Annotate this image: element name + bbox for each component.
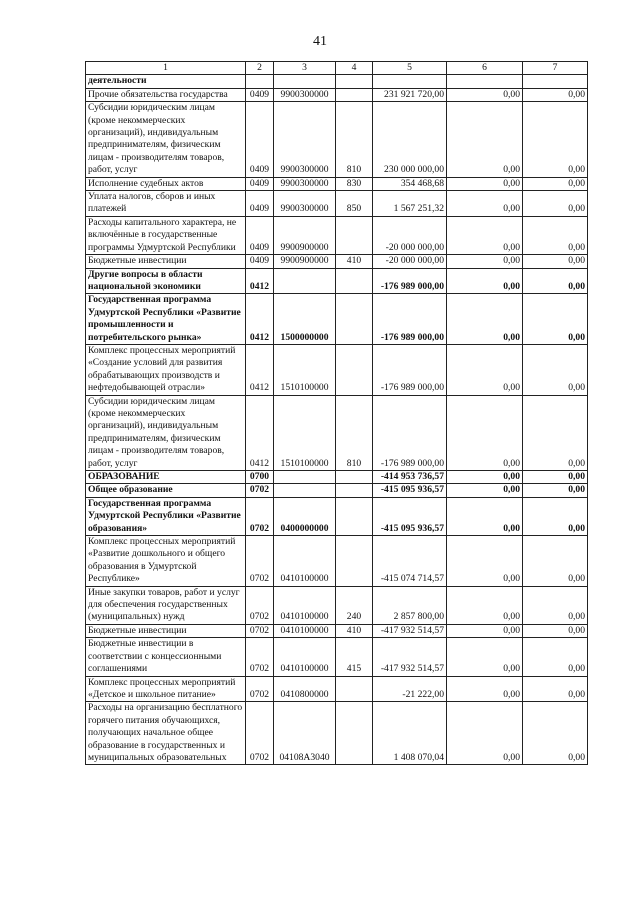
- row-name-cell: ОБРАЗОВАНИЕ: [86, 471, 246, 484]
- table-row: [86, 638, 588, 676]
- table-row: [86, 471, 588, 484]
- target-item-cell: 0410100000: [274, 624, 336, 637]
- target-item-cell: 9900900000: [274, 216, 336, 254]
- target-item-cell: [274, 75, 336, 88]
- section-code-cell: 0702: [246, 702, 274, 765]
- target-item-cell: 9900300000: [274, 177, 336, 190]
- section-code-cell: 0409: [246, 191, 274, 217]
- expense-type-cell: 850: [336, 191, 373, 217]
- row-name-cell: Субсидии юридическим лицам (кроме некоммерческих организаций), индивидуальным предпринимателям, физическим лицам - производителям товаров, работ, услуг: [86, 102, 246, 177]
- target-item-cell: 0400000000: [274, 497, 336, 535]
- table-row: [86, 497, 588, 535]
- section-code-cell: 0702: [246, 676, 274, 702]
- expense-type-cell: [336, 216, 373, 254]
- amount-col5-cell: -176 989 000,00: [373, 395, 447, 470]
- expense-type-cell: 410: [336, 255, 373, 268]
- header-col-3: 3: [274, 62, 336, 75]
- amount-col7-cell: 0,00: [523, 294, 588, 345]
- section-code-cell: 0409: [246, 102, 274, 177]
- target-item-cell: 9900300000: [274, 191, 336, 217]
- amount-col6-cell: 0,00: [447, 586, 523, 624]
- target-item-cell: [274, 484, 336, 497]
- row-name-cell: Государственная программа Удмуртской Республики «Развитие образования»: [86, 497, 246, 535]
- section-code-cell: 0702: [246, 484, 274, 497]
- section-code-cell: 0702: [246, 638, 274, 676]
- header-col-4: 4: [336, 62, 373, 75]
- amount-col6-cell: 0,00: [447, 497, 523, 535]
- target-item-cell: 0410100000: [274, 638, 336, 676]
- header-col-7: 7: [523, 62, 588, 75]
- budget-table: [85, 61, 588, 765]
- expense-type-cell: [336, 536, 373, 587]
- expense-type-cell: [336, 88, 373, 101]
- table-body: [86, 75, 588, 765]
- amount-col5-cell: -176 989 000,00: [373, 268, 447, 294]
- row-name-cell: Иные закупки товаров, работ и услуг для обеспечения государственных (муниципальных) нужд: [86, 586, 246, 624]
- amount-col5-cell: -417 932 514,57: [373, 624, 447, 637]
- amount-col6-cell: 0,00: [447, 216, 523, 254]
- table-row: [86, 344, 588, 395]
- section-code-cell: 0700: [246, 471, 274, 484]
- amount-col5-cell: [373, 75, 447, 88]
- amount-col5-cell: -20 000 000,00: [373, 216, 447, 254]
- row-name-cell: Бюджетные инвестиции в соответствии с концессионными соглашениями: [86, 638, 246, 676]
- amount-col5-cell: -415 095 936,57: [373, 484, 447, 497]
- amount-col5-cell: -21 222,00: [373, 676, 447, 702]
- expense-type-cell: 810: [336, 102, 373, 177]
- target-item-cell: 9900300000: [274, 102, 336, 177]
- amount-col6-cell: 0,00: [447, 638, 523, 676]
- amount-col7-cell: 0,00: [523, 102, 588, 177]
- section-code-cell: 0412: [246, 344, 274, 395]
- section-code-cell: 0702: [246, 624, 274, 637]
- row-name-cell: Расходы капитального характера, не включённые в государственные программы Удмуртской Республики: [86, 216, 246, 254]
- table-row: [86, 177, 588, 190]
- target-item-cell: 04108A3040: [274, 702, 336, 765]
- amount-col7-cell: 0,00: [523, 471, 588, 484]
- amount-col5-cell: -415 074 714,57: [373, 536, 447, 587]
- row-name-cell: деятельности: [86, 75, 246, 88]
- table-row: [86, 395, 588, 470]
- expense-type-cell: 410: [336, 624, 373, 637]
- section-code-cell: 0412: [246, 268, 274, 294]
- amount-col6-cell: 0,00: [447, 395, 523, 470]
- row-name-cell: Уплата налогов, сборов и иных платежей: [86, 191, 246, 217]
- row-name-cell: Исполнение судебных актов: [86, 177, 246, 190]
- amount-col7-cell: 0,00: [523, 268, 588, 294]
- expense-type-cell: [336, 75, 373, 88]
- section-code-cell: 0409: [246, 255, 274, 268]
- amount-col7-cell: 0,00: [523, 216, 588, 254]
- row-name-cell: Бюджетные инвестиции: [86, 624, 246, 637]
- target-item-cell: [274, 268, 336, 294]
- amount-col7-cell: 0,00: [523, 177, 588, 190]
- amount-col5-cell: 230 000 000,00: [373, 102, 447, 177]
- amount-col5-cell: -176 989 000,00: [373, 294, 447, 345]
- expense-type-cell: [336, 268, 373, 294]
- amount-col5-cell: -414 953 736,57: [373, 471, 447, 484]
- expense-type-cell: 240: [336, 586, 373, 624]
- table-row: [86, 294, 588, 345]
- header-col-5: 5: [373, 62, 447, 75]
- amount-col6-cell: 0,00: [447, 536, 523, 587]
- amount-col6-cell: 0,00: [447, 191, 523, 217]
- amount-col7-cell: 0,00: [523, 624, 588, 637]
- amount-col5-cell: 231 921 720,00: [373, 88, 447, 101]
- expense-type-cell: 830: [336, 177, 373, 190]
- table-row: [86, 102, 588, 177]
- page-number: 41: [313, 34, 327, 49]
- amount-col7-cell: 0,00: [523, 484, 588, 497]
- amount-col7-cell: 0,00: [523, 395, 588, 470]
- target-item-cell: 1510100000: [274, 395, 336, 470]
- amount-col6-cell: 0,00: [447, 88, 523, 101]
- expense-type-cell: [336, 471, 373, 484]
- section-code-cell: 0412: [246, 294, 274, 345]
- row-name-cell: Другие вопросы в области национальной экономики: [86, 268, 246, 294]
- row-name-cell: Субсидии юридическим лицам (кроме некоммерческих организаций), индивидуальным предпринимателям, физическим лицам - производителям товаров, работ, услуг: [86, 395, 246, 470]
- row-name-cell: Комплекс процессных мероприятий «Создание условий для развития обрабатывающих производств и нефтедобывающей отрасли»: [86, 344, 246, 395]
- row-name-cell: Общее образование: [86, 484, 246, 497]
- table-row: [86, 268, 588, 294]
- section-code-cell: 0412: [246, 395, 274, 470]
- amount-col5-cell: 354 468,68: [373, 177, 447, 190]
- target-item-cell: 0410800000: [274, 676, 336, 702]
- target-item-cell: 0410100000: [274, 536, 336, 587]
- expense-type-cell: [336, 344, 373, 395]
- amount-col6-cell: 0,00: [447, 471, 523, 484]
- table-row: [86, 624, 588, 637]
- table-row: [86, 702, 588, 765]
- amount-col7-cell: 0,00: [523, 88, 588, 101]
- target-item-cell: 1500000000: [274, 294, 336, 345]
- amount-col6-cell: 0,00: [447, 702, 523, 765]
- amount-col6-cell: [447, 75, 523, 88]
- table-row: [86, 536, 588, 587]
- target-item-cell: 0410100000: [274, 586, 336, 624]
- amount-col6-cell: 0,00: [447, 177, 523, 190]
- section-code-cell: 0702: [246, 586, 274, 624]
- amount-col7-cell: 0,00: [523, 702, 588, 765]
- amount-col5-cell: -415 095 936,57: [373, 497, 447, 535]
- amount-col5-cell: 1 567 251,32: [373, 191, 447, 217]
- table-row: [86, 255, 588, 268]
- amount-col7-cell: 0,00: [523, 586, 588, 624]
- target-item-cell: [274, 471, 336, 484]
- amount-col6-cell: 0,00: [447, 624, 523, 637]
- row-name-cell: Комплекс процессных мероприятий «Развитие дошкольного и общего образования в Удмуртской Республике»: [86, 536, 246, 587]
- amount-col6-cell: 0,00: [447, 294, 523, 345]
- expense-type-cell: [336, 676, 373, 702]
- section-code-cell: 0409: [246, 216, 274, 254]
- section-code-cell: 0702: [246, 497, 274, 535]
- amount-col6-cell: 0,00: [447, 268, 523, 294]
- amount-col5-cell: -20 000 000,00: [373, 255, 447, 268]
- section-code-cell: 0409: [246, 177, 274, 190]
- expense-type-cell: [336, 497, 373, 535]
- amount-col7-cell: 0,00: [523, 676, 588, 702]
- section-code-cell: 0409: [246, 88, 274, 101]
- amount-col7-cell: 0,00: [523, 497, 588, 535]
- amount-col7-cell: 0,00: [523, 536, 588, 587]
- expense-type-cell: 415: [336, 638, 373, 676]
- amount-col6-cell: 0,00: [447, 344, 523, 395]
- table-row: [86, 484, 588, 497]
- amount-col5-cell: -176 989 000,00: [373, 344, 447, 395]
- amount-col6-cell: 0,00: [447, 255, 523, 268]
- amount-col5-cell: 1 408 070,04: [373, 702, 447, 765]
- amount-col5-cell: 2 857 800,00: [373, 586, 447, 624]
- target-item-cell: 9900900000: [274, 255, 336, 268]
- section-code-cell: [246, 75, 274, 88]
- target-item-cell: 9900300000: [274, 88, 336, 101]
- expense-type-cell: 810: [336, 395, 373, 470]
- header-col-2: 2: [246, 62, 274, 75]
- amount-col7-cell: [523, 75, 588, 88]
- target-item-cell: 1510100000: [274, 344, 336, 395]
- header-row: [86, 62, 588, 75]
- amount-col6-cell: 0,00: [447, 102, 523, 177]
- row-name-cell: Расходы на организацию бесплатного горячего питания обучающихся, получающих начальное общее образование в государственных и муниципальных образовательных: [86, 702, 246, 765]
- expense-type-cell: [336, 702, 373, 765]
- row-name-cell: Прочие обязательства государства: [86, 88, 246, 101]
- row-name-cell: Бюджетные инвестиции: [86, 255, 246, 268]
- table-row: [86, 676, 588, 702]
- amount-col7-cell: 0,00: [523, 638, 588, 676]
- header-col-6: 6: [447, 62, 523, 75]
- expense-type-cell: [336, 294, 373, 345]
- amount-col7-cell: 0,00: [523, 344, 588, 395]
- amount-col6-cell: 0,00: [447, 676, 523, 702]
- row-name-cell: Комплекс процессных мероприятий «Детское и школьное питание»: [86, 676, 246, 702]
- row-name-cell: Государственная программа Удмуртской Республики «Развитие промышленности и потребительского рынка»: [86, 294, 246, 345]
- header-col-1: 1: [86, 62, 246, 75]
- table-row: [86, 88, 588, 101]
- table-row: [86, 75, 588, 88]
- expense-type-cell: [336, 484, 373, 497]
- table-row: [86, 586, 588, 624]
- amount-col5-cell: -417 932 514,57: [373, 638, 447, 676]
- section-code-cell: 0702: [246, 536, 274, 587]
- amount-col7-cell: 0,00: [523, 255, 588, 268]
- table-row: [86, 216, 588, 254]
- amount-col7-cell: 0,00: [523, 191, 588, 217]
- table-row: [86, 191, 588, 217]
- amount-col6-cell: 0,00: [447, 484, 523, 497]
